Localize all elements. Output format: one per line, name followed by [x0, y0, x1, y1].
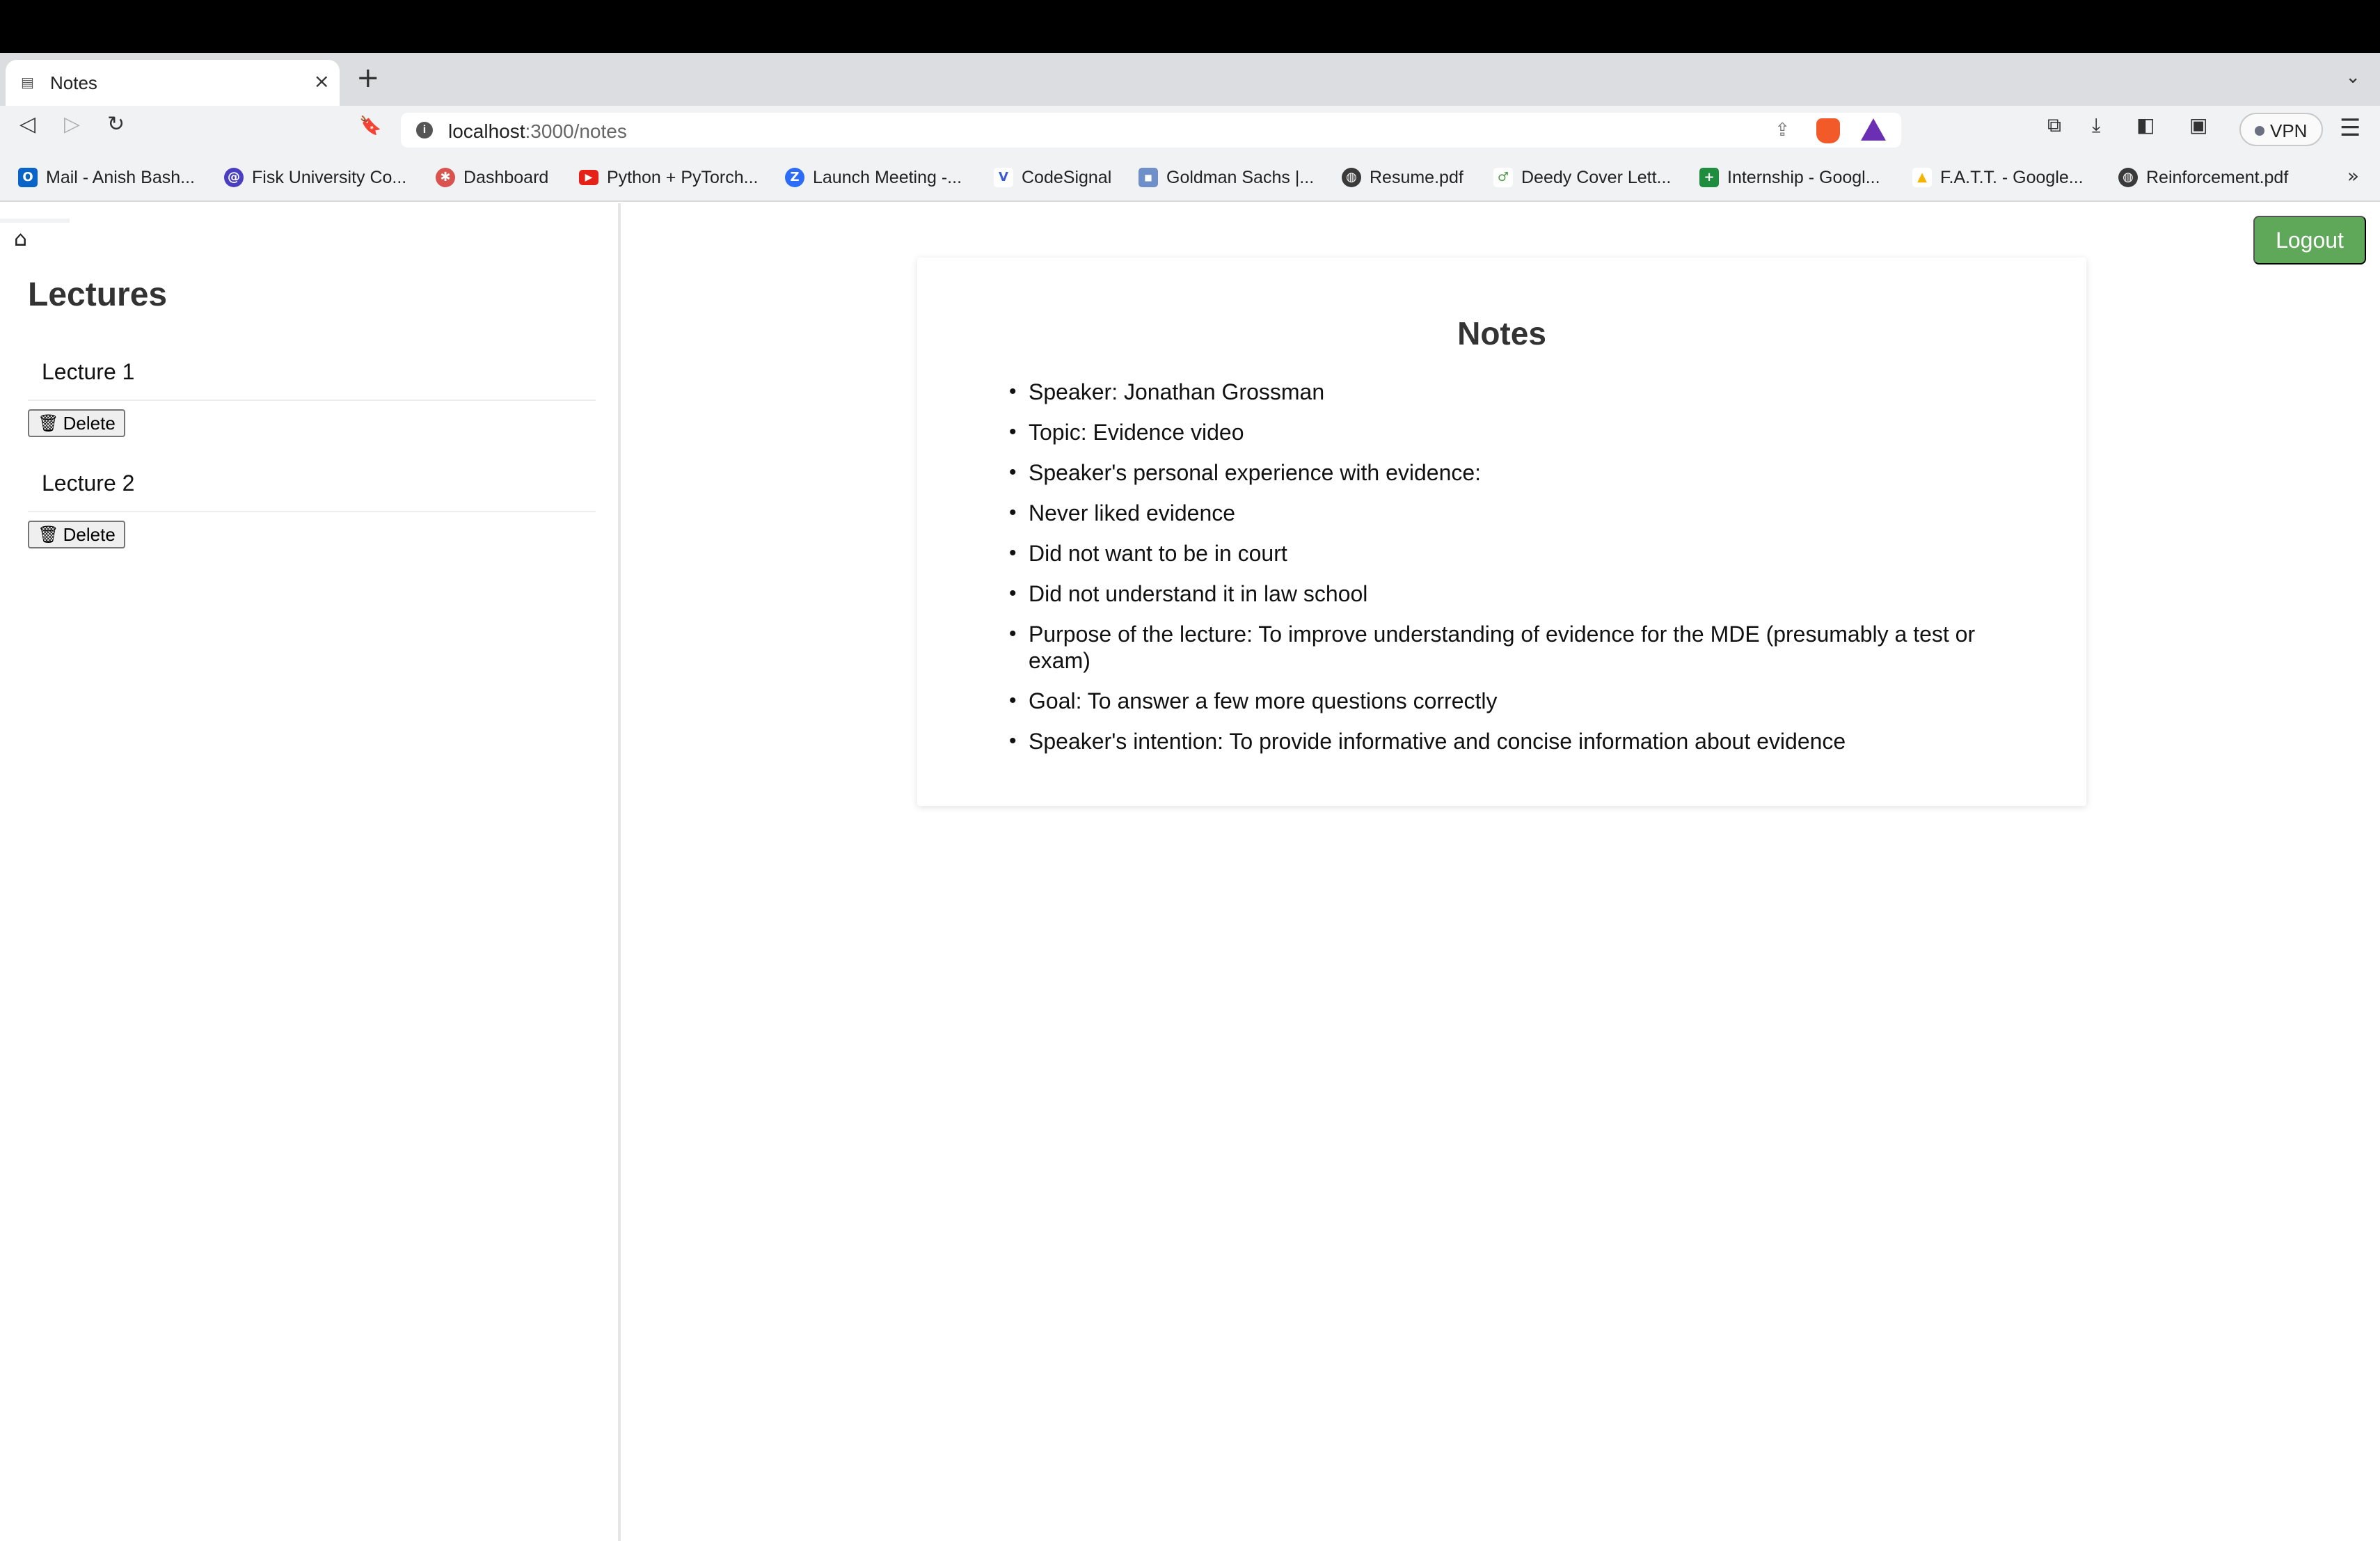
bookmark-resume[interactable] [1342, 166, 1463, 189]
note-item: • Did not understand it in law school [1029, 580, 2031, 607]
bookmark-icon[interactable]: 🔖 [359, 116, 382, 136]
note-item: • Goal: To answer a few more questions correctly [1029, 688, 2031, 714]
bookmark-label: Goldman Sachs |... [1166, 167, 1315, 187]
url-host: localhost [448, 120, 525, 142]
note-item: • Did not want to be in court [1029, 540, 2031, 567]
download-icon[interactable]: ⤓ [2092, 113, 2101, 136]
bookmark-label: Dashboard [463, 167, 549, 187]
note-item: • Speaker: Jonathan Grossman [1029, 379, 2031, 405]
codesignal-icon: V [994, 168, 1013, 187]
bookmark-mail[interactable] [18, 166, 195, 189]
extensions-icon[interactable]: ⧉ [2047, 113, 2061, 136]
sheets-icon: + [1699, 168, 1719, 187]
bookmark-label: Internship - Googl... [1727, 167, 1880, 187]
new-tab-icon[interactable]: + [356, 62, 380, 94]
logout-button[interactable]: Logout [2253, 216, 2366, 264]
bookmark-label: Python + PyTorch... [607, 167, 759, 187]
bookmark-python[interactable] [579, 166, 758, 189]
globe-icon: ◍ [1342, 168, 1361, 187]
overleaf-icon: ♂ [1493, 168, 1513, 187]
youtube-icon: ▶ [579, 170, 598, 185]
divider [28, 511, 596, 512]
delete-lecture-button[interactable] [28, 521, 125, 548]
url-path: :3000/notes [525, 120, 627, 142]
delete-label: Delete [63, 523, 116, 545]
bookmark-label: F.A.T.T. - Google... [1940, 167, 2084, 187]
outlook-icon: O [18, 168, 38, 187]
url-text[interactable] [448, 120, 627, 143]
main-menu-icon[interactable]: ☰ [2340, 114, 2361, 142]
tab-list-chevron-icon[interactable]: ⌄ [2345, 67, 2361, 88]
forward-icon[interactable]: ▷ [64, 112, 81, 136]
vpn-button[interactable] [2239, 113, 2323, 146]
bookmark-deedy[interactable] [1493, 166, 1671, 189]
sidebar-toggle-icon[interactable]: ◧ [2136, 113, 2155, 136]
delete-label: Delete [63, 412, 116, 434]
goldman-icon: ■ [1139, 168, 1158, 187]
notes-title: Notes [1457, 315, 1546, 351]
dashboard-icon: ✱ [436, 168, 455, 187]
lectures-heading: Lectures [28, 276, 168, 313]
bookmark-label: CodeSignal [1022, 167, 1112, 187]
delete-lecture-button[interactable] [28, 409, 125, 437]
home-icon[interactable]: ⌂ [14, 227, 28, 251]
bookmark-launch-meeting[interactable] [785, 166, 962, 189]
note-item: • Purpose of the lecture: To improve understanding of evidence for the MDE (presumably a test or exam) [1029, 621, 2031, 674]
notes-favicon-icon: ▤ [21, 74, 34, 90]
vpn-label: VPN [2270, 120, 2308, 141]
back-icon[interactable]: ◁ [19, 112, 36, 136]
site-info-icon[interactable]: i [416, 122, 433, 139]
share-icon[interactable]: ⇪ [1775, 120, 1790, 141]
bookmark-codesignal[interactable] [994, 166, 1111, 189]
bookmark-goldman[interactable] [1139, 166, 1314, 189]
notes-card [917, 258, 2086, 806]
lecture-title[interactable]: Lecture 1 [42, 359, 135, 384]
bookmark-reinforcement[interactable] [2118, 166, 2288, 189]
note-item: • Speaker's intention: To provide informative and concise information about evidence [1029, 728, 2031, 754]
home-tab-indicator [0, 219, 70, 223]
trash-icon: 🗑 [38, 413, 59, 433]
close-tab-icon[interactable]: × [313, 70, 330, 93]
bookmark-label: Mail - Anish Bash... [46, 167, 195, 187]
address-bar[interactable] [401, 113, 1901, 148]
vpn-status-dot [2255, 126, 2264, 136]
bookmark-internship[interactable] [1699, 166, 1880, 189]
bookmark-label: Deedy Cover Lett... [1521, 167, 1672, 187]
notes-list [1029, 379, 2031, 768]
bookmark-label: Launch Meeting -... [813, 167, 962, 187]
divider [28, 400, 596, 401]
lecture-title[interactable]: Lecture 2 [42, 471, 135, 496]
bookmark-label: Resume.pdf [1370, 167, 1463, 187]
lectures-sidebar [0, 203, 621, 1541]
bookmark-dashboard[interactable] [436, 166, 548, 189]
reload-icon[interactable]: ↻ [107, 112, 125, 136]
bookmark-label: Fisk University Co... [252, 167, 407, 187]
tab-title: Notes [50, 72, 97, 93]
brave-shields-icon[interactable] [1816, 118, 1840, 143]
globe-icon: ◍ [2118, 168, 2138, 187]
note-item: • Topic: Evidence video [1029, 419, 2031, 445]
zoom-icon: Z [785, 168, 804, 187]
trash-icon: 🗑 [38, 525, 59, 544]
screen-top-bar [0, 0, 2380, 53]
browser-toolbar [0, 106, 2380, 153]
drive-icon: ▲ [1912, 168, 1932, 187]
note-item: • Never liked evidence [1029, 500, 2031, 526]
note-item: • Speaker's personal experience with evidence: [1029, 459, 2031, 486]
bookmark-fatt[interactable] [1912, 166, 2084, 189]
more-bookmarks-icon[interactable]: » [2347, 164, 2359, 187]
brave-rewards-icon[interactable] [1861, 118, 1886, 141]
bookmarks-bar [0, 153, 2380, 202]
bookmark-fisk[interactable] [224, 166, 406, 189]
bookmark-label: Reinforcement.pdf [2146, 167, 2289, 187]
fisk-icon: @ [224, 168, 244, 187]
wallet-icon[interactable]: ▣ [2189, 113, 2208, 136]
tab-notes[interactable] [6, 60, 340, 106]
